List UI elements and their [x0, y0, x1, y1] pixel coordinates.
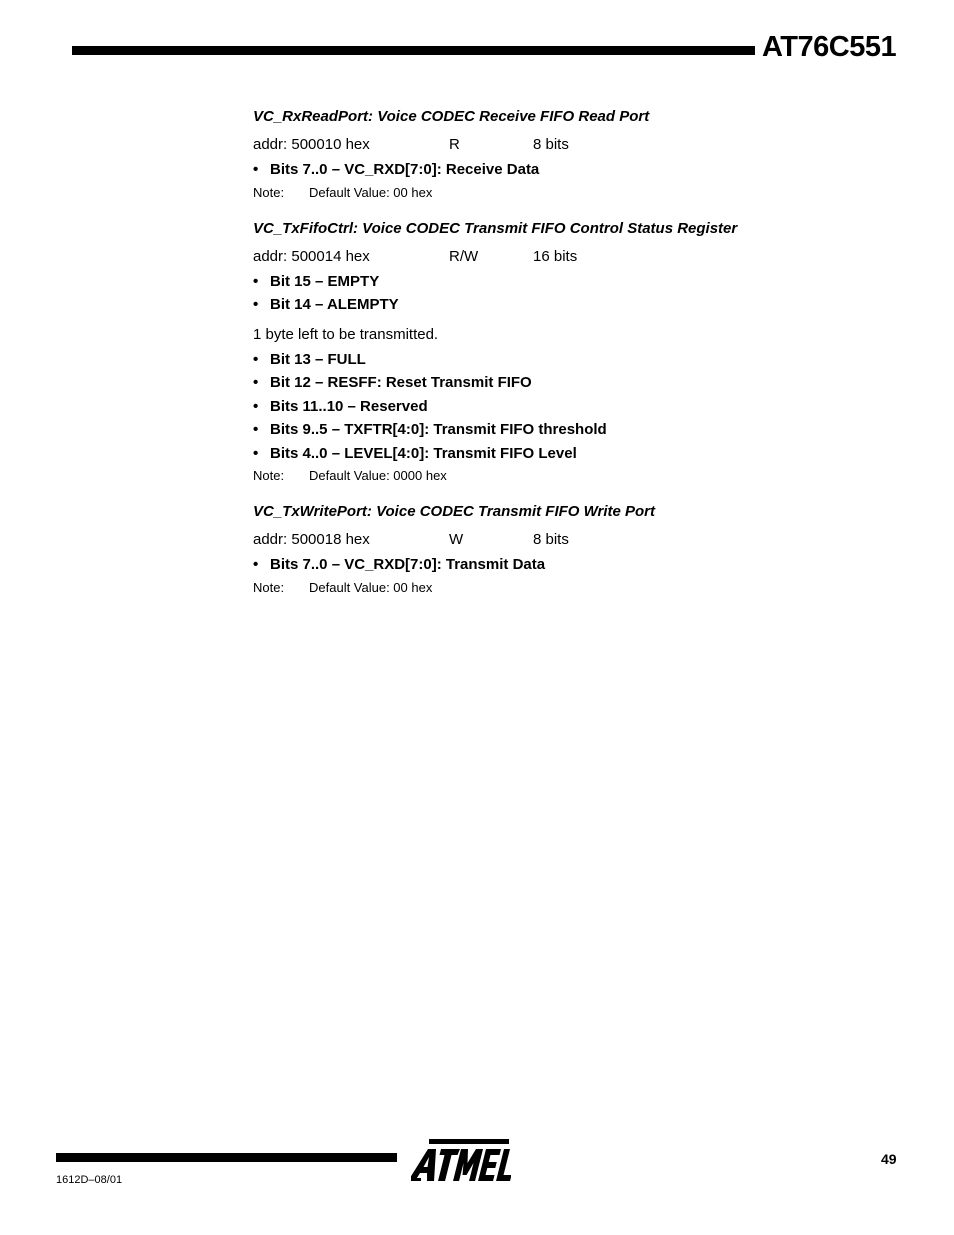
bit-field-label: Bits 7..0 – VC_RXD[7:0]: Receive Data — [270, 161, 540, 178]
bit-field-label: Bit 14 – ALEMPTY — [270, 296, 399, 313]
bullet-icon: • — [253, 350, 259, 368]
register-address-row — [253, 527, 893, 553]
logo-text: ATMEL — [461, 1167, 465, 1168]
register-size: 16 bits — [533, 247, 578, 265]
bullet-icon: • — [253, 296, 259, 313]
bit-field-label: Bit 13 – FULL — [270, 350, 366, 368]
bullet-icon: • — [253, 272, 259, 290]
note-text: Default Value: 0000 hex — [309, 468, 447, 483]
register-heading: VC_TxFifoCtrl: Voice CODEC Transmit FIFO Control Status Register — [253, 219, 738, 237]
bit-field-label: Bits 4..0 – LEVEL[4:0]: Transmit FIFO Level — [270, 444, 577, 462]
bit-field-item — [253, 348, 893, 372]
header-rule — [72, 46, 755, 55]
bit-field-item — [253, 293, 893, 317]
bit-field-item — [253, 158, 893, 182]
register-address: addr: 500010 hex — [253, 136, 370, 153]
register-address-row — [253, 244, 893, 270]
bullet-icon: • — [253, 397, 259, 415]
footer-rule — [56, 1153, 397, 1162]
register-size: 8 bits — [533, 531, 569, 548]
bit-field-item — [253, 418, 893, 442]
bullet-icon: • — [253, 444, 259, 462]
bit-field-label: Bits 7..0 – VC_RXD[7:0]: Transmit Data — [270, 556, 546, 573]
register-heading: VC_RxReadPort: Voice CODEC Receive FIFO Read Port — [253, 108, 650, 125]
bit-field-item — [253, 270, 893, 294]
document-title: AT76C551 — [762, 31, 897, 63]
atmel-logo-icon — [411, 1137, 511, 1185]
bit-field-label: Bit 15 – EMPTY — [270, 272, 380, 290]
page-number: 49 — [881, 1151, 897, 1167]
bit-description: 1 byte left to be transmitted. — [253, 325, 439, 343]
note-label: Note: — [253, 468, 285, 483]
bullet-icon: • — [253, 374, 259, 391]
register-note — [253, 577, 893, 601]
register-address: addr: 500014 hex — [253, 247, 370, 265]
register-section-txwriteport — [253, 501, 893, 601]
register-heading: VC_TxWritePort: Voice CODEC Transmit FIFO Write Port — [253, 503, 656, 520]
register-section-rxreadport — [253, 106, 893, 206]
register-access: R — [449, 136, 460, 153]
bit-field-item — [253, 371, 893, 395]
bit-field-label: Bit 12 – RESFF: Reset Transmit FIFO — [270, 374, 532, 391]
register-note — [253, 465, 893, 489]
note-text: Default Value: 00 hex — [309, 184, 433, 200]
note-text: Default Value: 00 hex — [309, 579, 433, 595]
bit-field-item — [253, 395, 893, 419]
note-label: Note: — [253, 579, 285, 595]
bullet-icon: • — [253, 421, 259, 438]
bit-field-label: Bits 9..5 – TXFTR[4:0]: Transmit FIFO threshold — [270, 421, 607, 438]
register-address-row — [253, 132, 893, 158]
bit-field-item — [253, 442, 893, 466]
note-label: Note: — [253, 184, 285, 200]
bit-field-label: Bits 11..10 – Reserved — [270, 397, 428, 415]
register-content — [253, 106, 893, 601]
document-code: 1612D–08/01 — [56, 1174, 123, 1186]
register-access: R/W — [449, 247, 479, 265]
bullet-icon: • — [253, 161, 259, 178]
bullet-icon: • — [253, 556, 259, 573]
register-section-txfifoctrl — [253, 218, 893, 490]
bit-field-item — [253, 553, 893, 577]
register-size: 8 bits — [533, 136, 569, 153]
register-address: addr: 500018 hex — [253, 531, 370, 548]
register-note — [253, 182, 893, 206]
register-access: W — [449, 531, 464, 548]
